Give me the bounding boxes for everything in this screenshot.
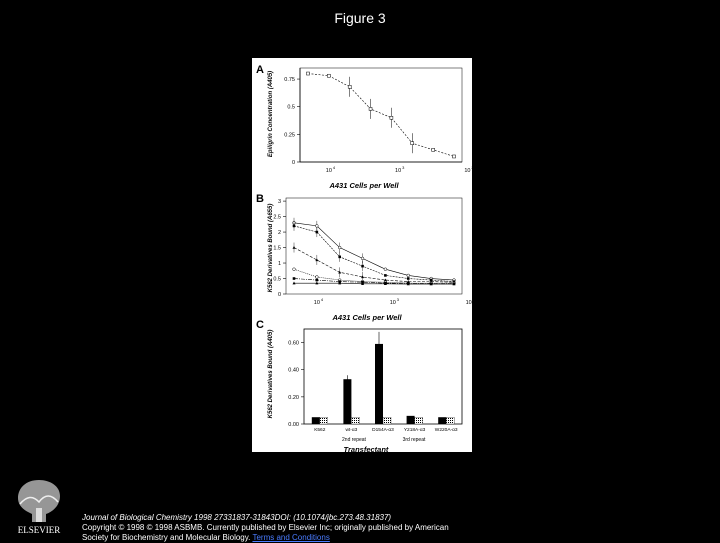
panel-a-line — [308, 74, 454, 157]
panel-c-label: C — [256, 319, 264, 331]
panel-a-ylabel: Epiligrin Concentration (A405) — [268, 70, 274, 158]
panel-c-bar-primary — [343, 379, 351, 424]
panel-b-ytick-label: 0.5 — [273, 276, 281, 283]
panel-b-series — [293, 218, 456, 286]
panel-b-point — [316, 231, 319, 234]
panel-b-point — [293, 246, 296, 249]
panel-c-ytick-label: 0.20 — [288, 394, 299, 401]
terms-link[interactable]: Terms and Conditions — [252, 533, 330, 542]
panel-b-point — [315, 258, 318, 261]
panel-c-yticks — [288, 341, 304, 428]
panel-c-xlabel: Transfectant — [343, 445, 389, 454]
panel-a-xtick-exp: 3 — [402, 165, 405, 170]
citation-line-2: Copyright © 1998 © 1998 ASBMB. Currently published by Elsevier Inc; originally published by American — [82, 523, 449, 532]
panel-b-xtick-label: 10 — [465, 300, 472, 306]
panel-b-xticks — [314, 297, 476, 306]
panel-b-point — [407, 274, 410, 277]
panel-a-point — [369, 107, 372, 110]
panel-c-ylabel: K562 Derivatives Bound (A405) — [268, 329, 274, 419]
panel-b-point — [338, 271, 341, 274]
panel-a-point — [307, 72, 310, 75]
panel-b-point — [384, 268, 387, 271]
panel-a-xtick-exp: 4 — [332, 165, 336, 170]
panel-a-ytick-label: 0 — [291, 160, 295, 166]
panel-a-xtick-label: 10 — [325, 168, 332, 174]
panel-c-category-label: K562 — [314, 428, 326, 433]
panel-a-frame — [300, 68, 462, 162]
panel-b-point — [407, 277, 410, 280]
panel-b-ytick-label: 3 — [277, 199, 281, 206]
citation-line-1: Journal of Biological Chemistry 1998 27331837-31843DOI: (10.1074/jbc.273.48.31837) — [82, 513, 392, 522]
panel-b-xtick-exp: 3 — [396, 297, 399, 302]
panel-c-bar-primary — [375, 344, 383, 424]
panel-c-bars — [312, 332, 454, 424]
panel-c-category-label: D154A-α3 — [372, 428, 394, 433]
panel-b-point — [361, 257, 364, 260]
logo-text: ELSEVIER — [17, 525, 61, 535]
panel-c-bar-primary — [438, 417, 446, 424]
panel-a-point — [453, 155, 456, 158]
panel-a-xtick-label: 10 — [395, 168, 402, 174]
panel-b-frame — [286, 198, 462, 294]
panel-b-ylabel: K562 Derivatives Bound (A655) — [268, 203, 274, 293]
figure-image — [252, 58, 475, 454]
panel-c-bar-primary — [407, 416, 415, 424]
panel-a-xtick-label: 10 — [464, 168, 471, 174]
panel-b-point — [293, 268, 296, 271]
panel-b-ytick-label: 0 — [277, 292, 281, 298]
panel-a-xlabel: A431 Cells per Well — [329, 181, 399, 190]
panel-a-point — [390, 116, 393, 119]
panel-c-sublabel-2: 3rd repeat — [402, 437, 426, 443]
panel-b-point — [293, 225, 296, 228]
panel-b-ytick-label: 2 — [277, 230, 281, 237]
panel-b-label: B — [256, 193, 264, 205]
panel-b-ytick-label: 1 — [277, 261, 281, 268]
panel-b-xtick-label: 10 — [389, 300, 396, 306]
panel-c-category-label: Y218A-α3 — [403, 428, 426, 433]
citation-line-3-text: Society for Biochemistry and Molecular Biology. — [82, 533, 251, 542]
panel-b-xtick-exp: 2 — [472, 297, 475, 302]
panel-b-yticks — [273, 199, 286, 298]
figure-svg — [252, 58, 475, 454]
panel-b-point — [338, 246, 341, 249]
panel-b-point — [338, 256, 341, 259]
panel-b-point — [315, 276, 318, 279]
panel-c-bar-secondary — [446, 417, 454, 424]
panel-c-category-label: W220A-α3 — [434, 428, 458, 433]
panel-b-point — [315, 224, 318, 227]
panel-a-point — [348, 85, 351, 88]
panel-c-bar-primary — [312, 417, 320, 424]
panel-b-point — [384, 274, 387, 277]
panel-c-bar-secondary — [320, 417, 328, 424]
panel-c-bar-secondary — [351, 417, 359, 424]
panel-b-ytick-label: 2.5 — [273, 214, 281, 221]
panel-b-xtick-label: 10 — [313, 300, 320, 306]
panel-c-sublabel-1: 2nd repeat — [342, 437, 366, 443]
panel-a-ytick-label: 0.75 — [284, 77, 295, 84]
citation-footer — [82, 513, 712, 543]
panel-a-point — [432, 148, 435, 151]
panel-b-point — [293, 277, 296, 280]
panel-c-ytick-label: 0.60 — [288, 340, 299, 347]
panel-a-xticks — [326, 165, 475, 174]
panel-b-line — [294, 226, 454, 282]
panel-c-bar-secondary — [383, 417, 391, 424]
panel-b-xtick-exp: 4 — [320, 297, 324, 302]
panel-c-category-label: wt-α3 — [345, 428, 358, 433]
panel-c-bar-secondary — [415, 417, 423, 424]
panel-c-ytick-label: 0.00 — [288, 422, 299, 428]
panel-a-ytick-label: 0.5 — [287, 104, 295, 111]
panel-a-yticks — [284, 77, 300, 166]
panel-a-point — [327, 74, 330, 77]
panel-a-series — [307, 72, 456, 158]
panel-a-point — [411, 142, 414, 145]
slide-title: Figure 3 — [334, 10, 386, 26]
citation-line-3 — [82, 533, 712, 543]
panel-c-categories — [314, 427, 458, 433]
panel-a-xtick-exp: 2 — [471, 165, 474, 170]
panel-b-point — [361, 265, 364, 268]
elsevier-logo — [6, 474, 72, 536]
panel-b-point — [316, 279, 319, 282]
panel-b-ytick-label: 1.5 — [273, 245, 281, 252]
panel-b-xlabel: A431 Cells per Well — [332, 313, 402, 322]
panel-c-ytick-label: 0.40 — [288, 367, 299, 374]
panel-a-ytick-label: 0.25 — [284, 132, 295, 139]
panel-a-label: A — [256, 64, 264, 76]
